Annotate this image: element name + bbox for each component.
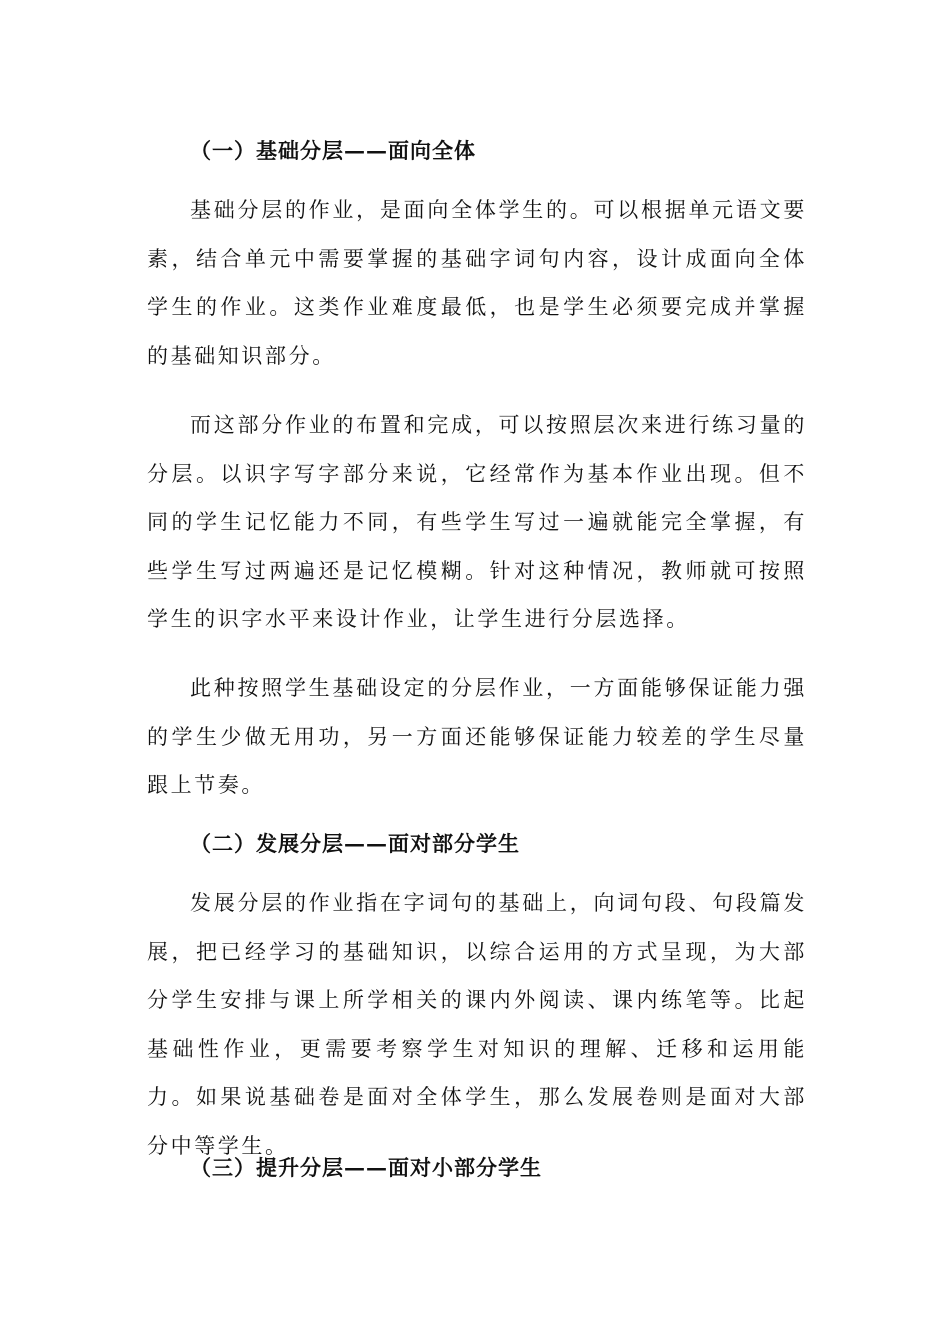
paragraph-basic-benefit: 此种按照学生基础设定的分层作业，一方面能够保证能力强的学生少做无用功，另一方面还能够保证能力较差的学生尽量跟上节奏。 xyxy=(147,676,807,797)
paragraph-basic-practice: 而这部分作业的布置和完成，可以按照层次来进行练习量的分层。以识字写字部分来说，它经常作为基本作业出现。但不同的学生记忆能力不同，有些学生写过一遍就能完全掌握，有些学生写过两遍还是记忆模糊。针对这种情况，教师就可按照学生的识字水平来设计作业，让学生进行分层选择。 xyxy=(147,413,807,631)
section-heading-basic: （一）基础分层——面向全体 xyxy=(190,138,476,163)
section-heading-advanced: （三）提升分层——面对小部分学生 xyxy=(190,1155,542,1180)
section-heading-development: （二）发展分层——面对部分学生 xyxy=(190,831,520,856)
paragraph-basic-intro: 基础分层的作业，是面向全体学生的。可以根据单元语文要素，结合单元中需要掌握的基础字词句内容，设计成面向全体学生的作业。这类作业难度最低，也是学生必须要完成并掌握的基础知识部分。 xyxy=(147,198,807,368)
paragraph-development: 发展分层的作业指在字词句的基础上，向词句段、句段篇发展，把已经学习的基础知识，以综合运用的方式呈现，为大部分学生安排与课上所学相关的课内外阅读、课内练笔等。比起基础性作业，更需要考察学生对知识的理解、迁移和运用能力。如果说基础卷是面对全体学生，那么发展卷则是面对大部分中等学生。 xyxy=(147,891,807,1158)
